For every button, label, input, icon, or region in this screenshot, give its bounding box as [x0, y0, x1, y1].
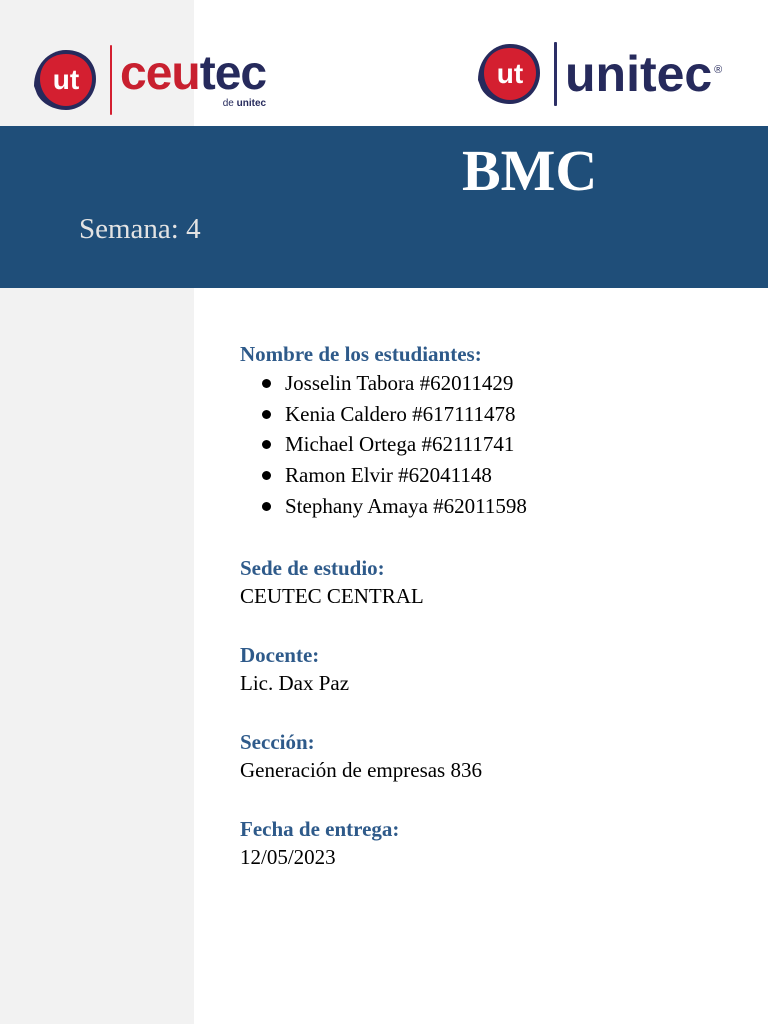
ceutec-wordmark-part2: tec: [199, 47, 267, 100]
class-section: [240, 728, 740, 784]
due-date-value: 12/05/2023: [240, 844, 336, 869]
unitec-wordmark-text: unitec: [565, 46, 713, 102]
due-date-heading: Fecha de entrega:: [240, 816, 400, 841]
list-item: [240, 368, 740, 399]
teacher-heading: Docente:: [240, 642, 320, 667]
list-item: [240, 429, 740, 460]
student-name: Stephany Amaya #62011598: [285, 493, 527, 518]
week-label: Semana: 4: [79, 213, 201, 245]
svg-text:ut: ut: [496, 58, 524, 89]
ceutec-logo-divider: [110, 45, 112, 115]
students-heading: Nombre de los estudiantes:: [240, 342, 482, 366]
bullet-icon: [262, 440, 271, 449]
unitec-badge-icon: [476, 40, 544, 108]
class-section-heading: Sección:: [240, 729, 315, 754]
teacher-section: [240, 641, 740, 697]
campus-heading: Sede de estudio:: [240, 555, 385, 580]
ceutec-subtitle: [223, 99, 266, 109]
student-name: Kenia Caldero #617111478: [285, 401, 516, 426]
registered-mark: ®: [714, 64, 723, 76]
ceutec-subtitle-prefix: de: [222, 98, 237, 109]
ceutec-logo: [32, 44, 266, 116]
list-item: [240, 491, 740, 522]
ceutec-subtitle-brand: unitec: [236, 98, 267, 109]
document-body: [240, 340, 740, 902]
title-banner: [0, 126, 768, 288]
list-item: [240, 399, 740, 430]
bullet-icon: [262, 502, 271, 511]
bullet-icon: [262, 410, 271, 419]
ceutec-wordmark: [120, 47, 267, 100]
class-section-value: Generación de empresas 836: [240, 757, 482, 782]
teacher-value: Lic. Dax Paz: [240, 670, 350, 695]
unitec-wordmark: [565, 46, 723, 102]
ceutec-wordmark-part1: ceu: [120, 47, 200, 100]
list-item: [240, 460, 740, 491]
ceutec-badge-icon: [32, 46, 100, 114]
due-date-section: [240, 815, 740, 871]
campus-section: [240, 554, 740, 610]
student-name: Michael Ortega #62111741: [285, 432, 515, 457]
bullet-icon: [262, 379, 271, 388]
document-title: BMC: [462, 138, 598, 203]
unitec-logo: [476, 40, 723, 108]
campus-value: CEUTEC CENTRAL: [240, 583, 424, 608]
svg-text:ut: ut: [52, 64, 80, 95]
student-name: Josselin Tabora #62011429: [285, 371, 514, 395]
students-section: [240, 340, 740, 522]
bullet-icon: [262, 471, 271, 480]
student-name: Ramon Elvir #62041148: [285, 463, 492, 488]
unitec-logo-divider: [554, 42, 557, 106]
student-list: [240, 368, 740, 522]
